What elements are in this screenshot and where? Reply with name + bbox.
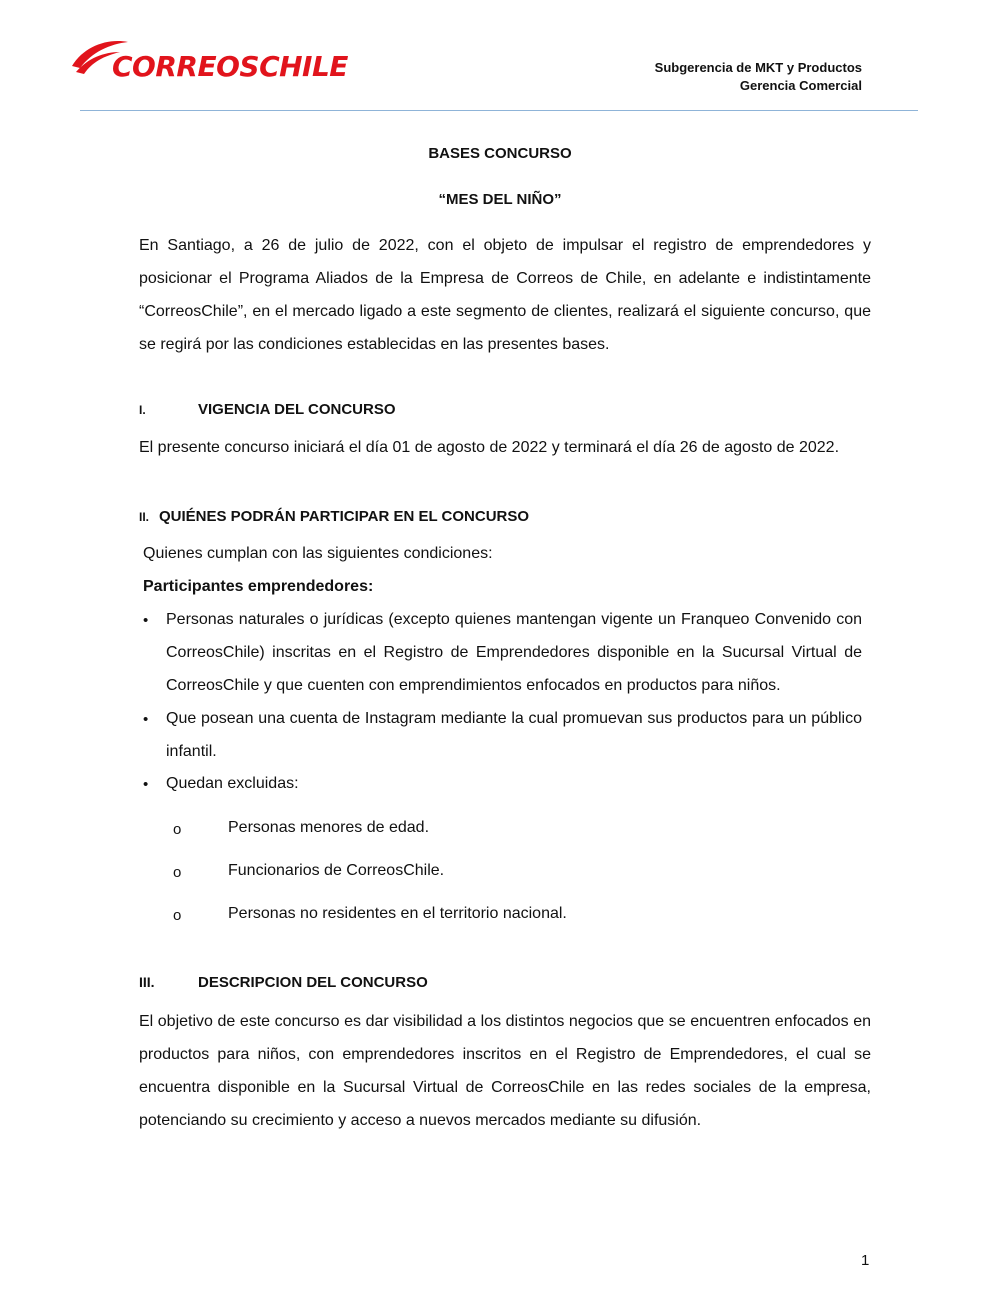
- document-subtitle: “MES DEL NIÑO”: [438, 191, 562, 208]
- participants-lead: Quienes cumplan con las siguientes condiciones:: [143, 545, 493, 562]
- sub-bullet-marker: o: [173, 864, 182, 881]
- page-number: 1: [861, 1252, 870, 1269]
- sub-bullet-marker: o: [173, 907, 182, 924]
- header-division: Gerencia Comercial: [739, 78, 862, 93]
- sub-bullet-marker: o: [173, 821, 182, 838]
- section-title: QUIÉNES PODRÁN PARTICIPAR EN EL CONCURSO: [159, 508, 530, 525]
- section-number: I.: [139, 403, 146, 417]
- section-heading-2: [139, 508, 530, 525]
- logo-wordmark: CORREOSCHILE: [112, 50, 348, 83]
- list-item: Personas naturales o jurídicas (excepto quienes mantengan vigente un Franqueo Convenido con CorreosChile) inscritas en el Registro de Emprendedores disponible en la Sucursal Virtual de CorreosChile y que cuenten con emprendimientos enfocados en productos para niños.: [166, 611, 862, 694]
- header-rule: [80, 110, 918, 111]
- bullet-marker: •: [143, 711, 149, 728]
- section-heading-1: [139, 401, 396, 418]
- exclusion-item: Personas menores de edad.: [228, 819, 430, 836]
- header-department: Subgerencia de MKT y Productos: [654, 60, 862, 75]
- section-heading-3: [139, 974, 428, 991]
- section-number: III.: [139, 974, 155, 990]
- list-item: Que posean una cuenta de Instagram mediante la cual promuevan sus productos para un público infantil.: [166, 710, 862, 760]
- correoschile-logo: [70, 36, 355, 86]
- section-number: II.: [139, 510, 150, 524]
- section-title: VIGENCIA DEL CONCURSO: [198, 401, 396, 418]
- bullet-marker: •: [143, 776, 149, 793]
- section-title: DESCRIPCION DEL CONCURSO: [198, 974, 428, 991]
- exclusion-item: Personas no residentes en el territorio nacional.: [228, 905, 567, 922]
- list-item: Quedan excluidas:: [166, 775, 299, 792]
- intro-paragraph: En Santiago, a 26 de julio de 2022, con el objeto de impulsar el registro de emprendedores y posicionar el Programa Aliados de la Empresa de Correos de Chile, en adelante e indistintamente “CorreosChile”, en el mercado ligado a este segmento de clientes, realizará el siguiente concurso, que se regirá por las condiciones establecidas en las presentes bases.: [139, 237, 871, 353]
- participants-subheading: Participantes emprendedores:: [143, 578, 374, 595]
- exclusion-item: Funcionarios de CorreosChile.: [228, 862, 445, 879]
- description-paragraph: El objetivo de este concurso es dar visibilidad a los distintos negocios que se encuentren enfocados en productos para niños, con emprendedores inscritos en el Registro de Emprendedores, el cual se encuentra disponible en la Sucursal Virtual de CorreosChile en las redes sociales de la empresa, potenciando su crecimiento y acceso a nuevos mercados mediante su difusión.: [139, 1013, 871, 1129]
- vigencia-text: El presente concurso iniciará el día 01 de agosto de 2022 y terminará el día 26 de agosto de 2022.: [139, 439, 840, 456]
- bullet-marker: •: [143, 612, 149, 629]
- document-title: BASES CONCURSO: [428, 145, 572, 162]
